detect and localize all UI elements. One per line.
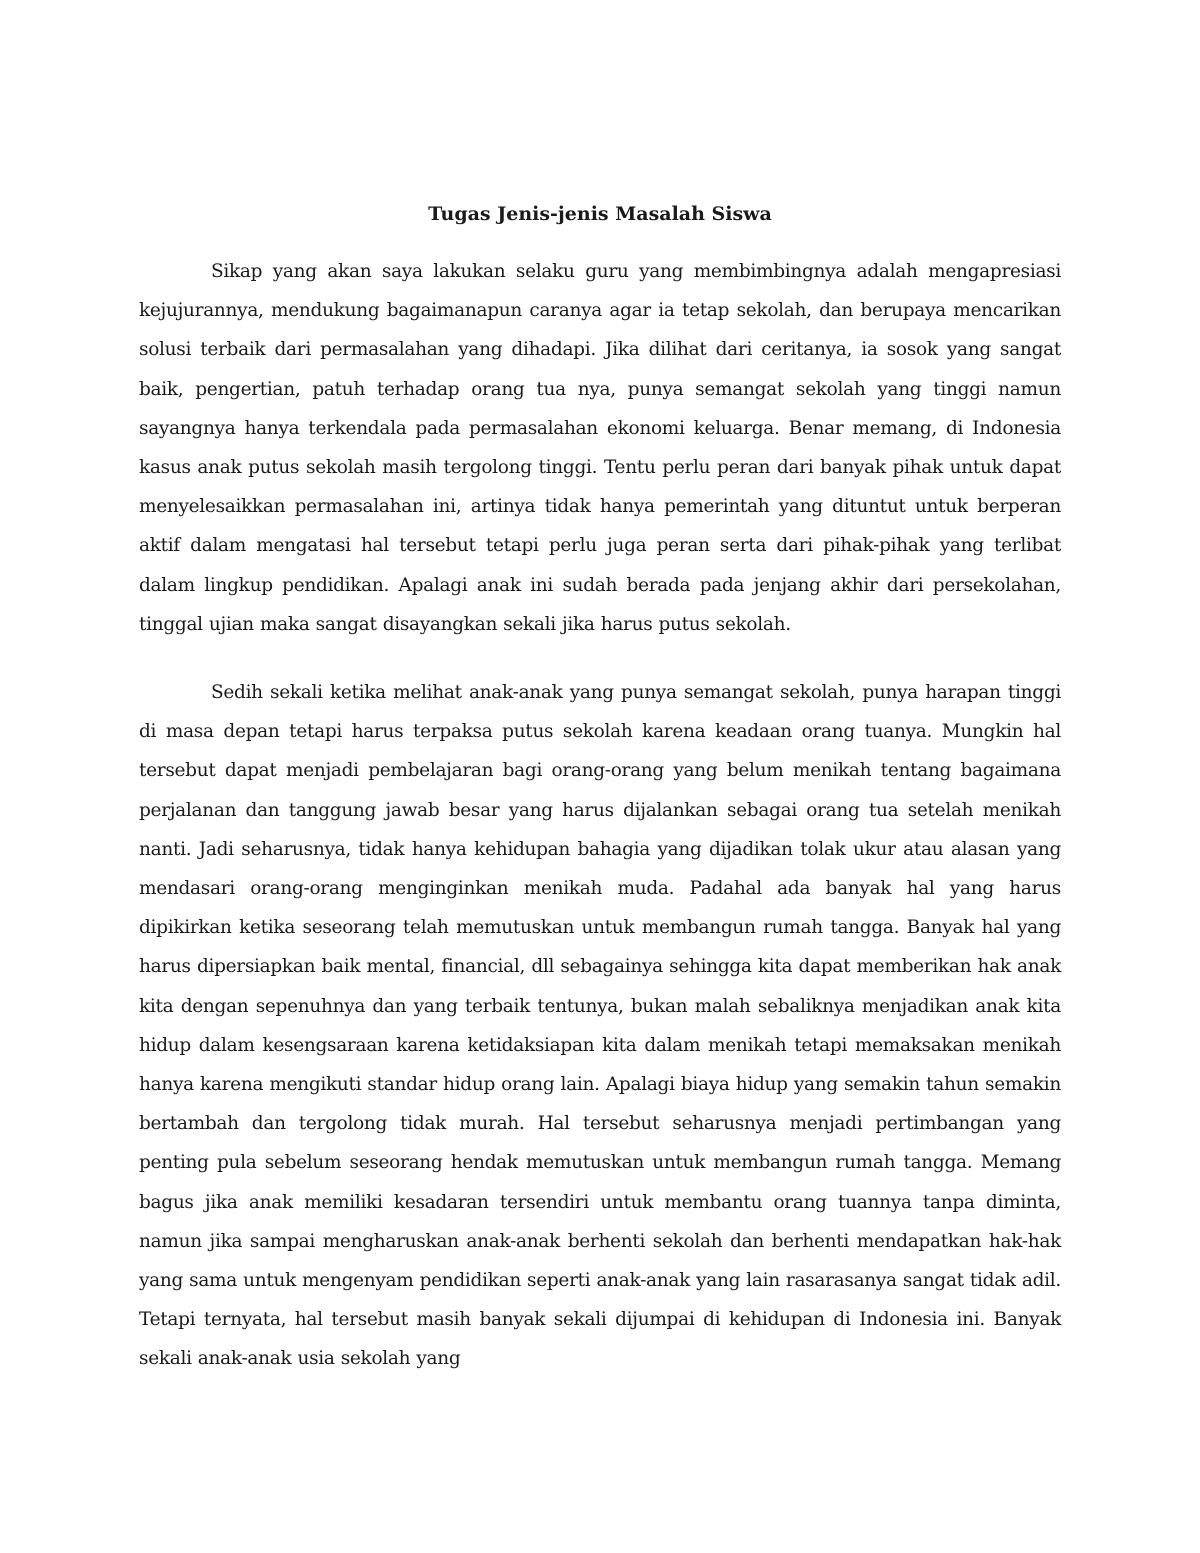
paragraph-2: Sedih sekali ketika melihat anak-anak yang punya semangat sekolah, punya harapan tinggi di masa depan tetapi harus terpaksa putus sekolah karena keadaan orang tuanya. Mungkin hal tersebut dapat menjadi pembelajaran bagi orang-orang yang belum menikah tentang bagaimana perjalanan dan tanggung jawab besar yang harus dijalankan sebagai orang tua setelah menikah nanti. Jadi seharusnya, tidak hanya kehidupan bahagia yang dijadikan tolak ukur atau alasan yang mendasari orang-orang menginginkan menikah muda. Padahal ada banyak hal yang harus dipikirkan ketika seseorang telah memutuskan untuk membangun rumah tangga. Banyak hal yang harus dipersiapkan baik mental, financial, dll sebagainya sehingga kita dapat memberikan hak anak kita dengan sepenuhnya dan yang terbaik tentunya, bukan malah sebaliknya menjadikan anak kita hidup dalam kesengsaraan karena ketidaksiapan kita dalam menikah tetapi memaksakan menikah hanya karena mengikuti standar hidup orang lain. Apalagi biaya hidup yang semakin tahun semakin bertambah dan tergolong tidak murah. Hal tersebut seharusnya menjadi pertimbangan yang penting pula sebelum seseorang hendak memutuskan untuk membangun rumah tangga. Memang bagus jika anak memiliki kesadaran tersendiri untuk membantu orang tuannya tanpa diminta, namun jika sampai mengharuskan anak-anak berhenti sekolah dan berhenti mendapatkan hak-hak yang sama untuk mengenyam pendidikan seperti anak-anak yang lain rasarasanya sangat tidak adil. Tetapi ternyata, hal tersebut masih banyak sekali dijumpai di kehidupan di Indonesia ini. Banyak sekali anak-anak usia sekolah yang	[139, 682, 1061, 1370]
document-title: Tugas Jenis-jenis Masalah Siswa	[428, 203, 772, 225]
paragraph-1: Sikap yang akan saya lakukan selaku guru yang membimbingnya adalah mengapresiasi kejujurannya, mendukung bagaimanapun caranya agar ia tetap sekolah, dan berupaya mencarikan solusi terbaik dari permasalahan yang dihadapi. Jika dilihat dari ceritanya, ia sosok yang sangat baik, pengertian, patuh terhadap orang tua nya, punya semangat sekolah yang tinggi namun sayangnya hanya terkendala pada permasalahan ekonomi keluarga. Benar memang, di Indonesia kasus anak putus sekolah masih tergolong tinggi. Tentu perlu peran dari banyak pihak untuk dapat menyelesaikkan permasalahan ini, artinya tidak hanya pemerintah yang dituntut untuk berperan aktif dalam mengatasi hal tersebut tetapi perlu juga peran serta dari pihak-pihak yang terlibat dalam lingkup pendidikan. Apalagi anak ini sudah berada pada jenjang akhir dari persekolahan, tinggal ujian maka sangat disayangkan sekali jika harus putus sekolah.	[139, 261, 1061, 635]
